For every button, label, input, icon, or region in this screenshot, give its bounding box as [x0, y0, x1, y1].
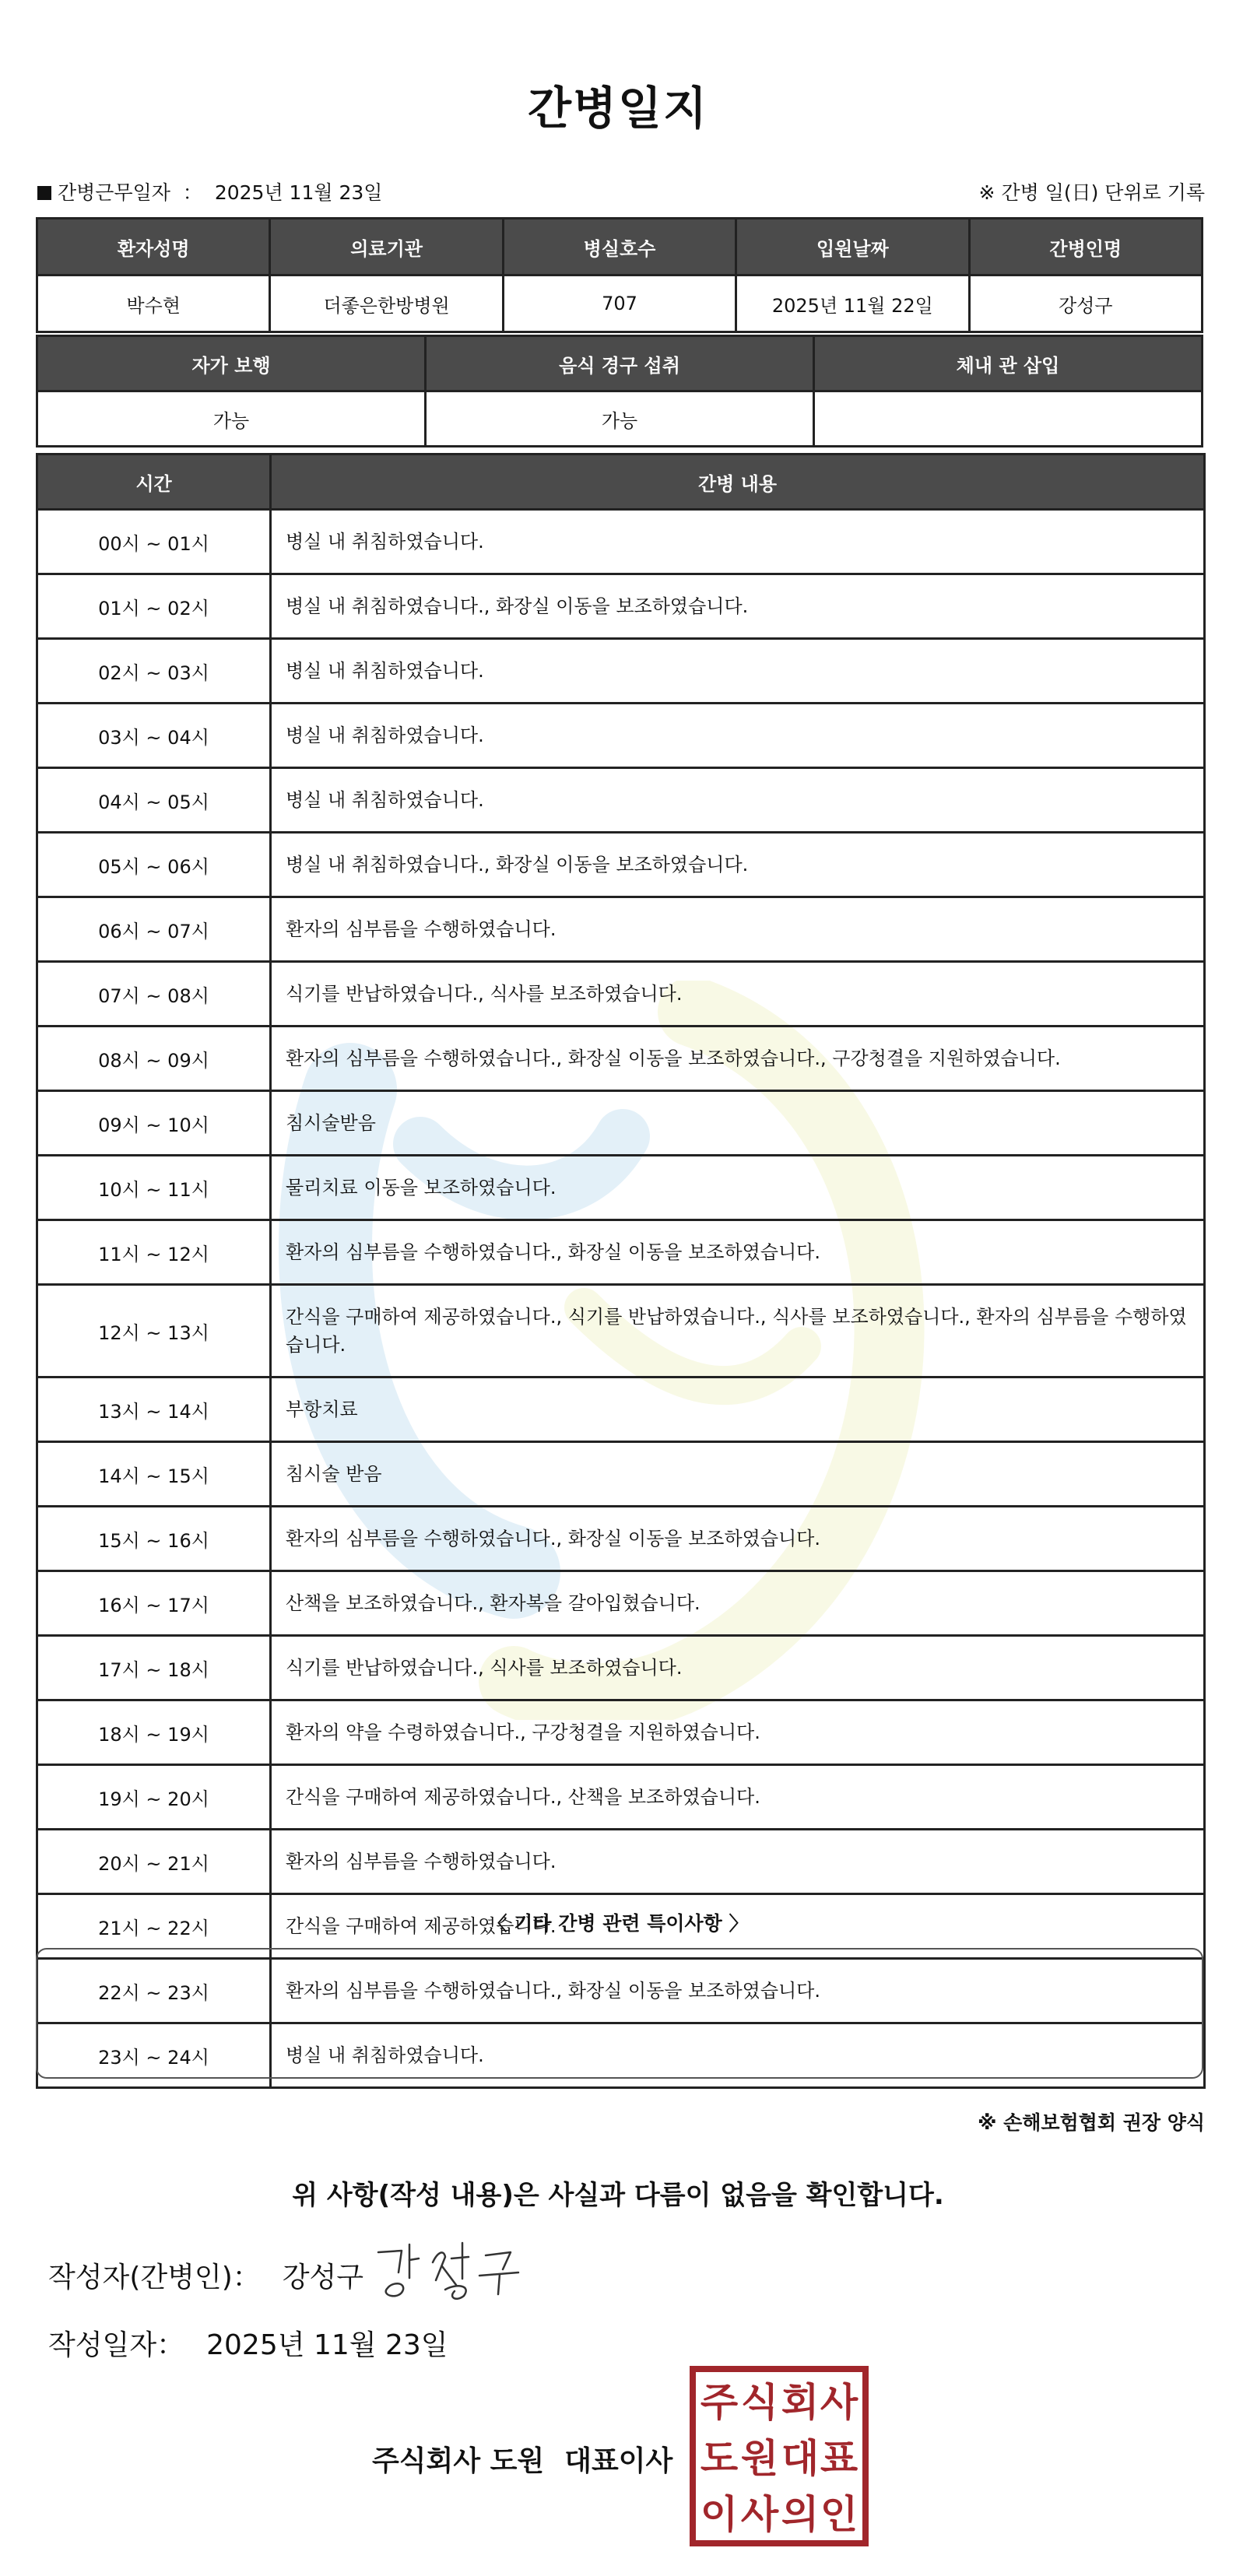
- writer-name: 강성구: [282, 2262, 364, 2293]
- table-row: [37, 1027, 1205, 1091]
- time-cell: 19시 ~ 20시: [37, 1765, 271, 1830]
- content-cell: 병실 내 취침하였습니다.: [271, 768, 1205, 833]
- table-row: [37, 1765, 1205, 1830]
- header-time: 시간: [37, 454, 271, 510]
- time-cell: 07시 ~ 08시: [37, 962, 271, 1027]
- content-cell: 환자의 심부름을 수행하였습니다.: [271, 1830, 1205, 1894]
- document-title: 간병일지: [527, 82, 709, 135]
- time-cell: 21시 ~ 22시: [37, 1894, 271, 1959]
- date-label: 작성일자：: [48, 2329, 185, 2361]
- work-date-value: 2025년 11월 23일: [214, 181, 383, 204]
- svg-text:의: 의: [781, 2492, 820, 2537]
- time-cell: 08시 ~ 09시: [37, 1027, 271, 1091]
- svg-text:이: 이: [700, 2492, 739, 2537]
- content-cell: 간식을 구매하여 제공하였습니다.: [271, 1894, 1205, 1959]
- time-cell: 10시 ~ 11시: [37, 1156, 271, 1220]
- admission-date: 2025년 11월 22일: [736, 275, 969, 332]
- content-cell: 환자의 심부름을 수행하였습니다., 화장실 이동을 보조하였습니다., 구강청결을 지원하였습니다.: [271, 1027, 1205, 1091]
- notes-box: [36, 1948, 1203, 2079]
- content-cell: 부항치료: [271, 1377, 1205, 1442]
- svg-text:회: 회: [781, 2380, 820, 2425]
- room-number: 707: [503, 275, 736, 332]
- table-row: [37, 1442, 1205, 1507]
- time-cell: 04시 ~ 05시: [37, 768, 271, 833]
- svg-text:대: 대: [781, 2436, 820, 2481]
- header-self-walking: 자가 보행: [37, 336, 426, 391]
- care-log-table: [36, 453, 1206, 2089]
- work-date-separator: ：: [182, 181, 202, 204]
- time-cell: 00시 ~ 01시: [37, 510, 271, 574]
- time-cell: 12시 ~ 13시: [37, 1285, 271, 1377]
- table-row: [37, 1377, 1205, 1442]
- content-cell: 환자의 약을 수령하였습니다., 구강청결을 지원하였습니다.: [271, 1700, 1205, 1765]
- table-row: [37, 1507, 1205, 1571]
- time-cell: 16시 ~ 17시: [37, 1571, 271, 1636]
- table-row: [37, 1220, 1205, 1285]
- svg-text:사: 사: [820, 2380, 859, 2425]
- handwritten-signature: [370, 2235, 526, 2305]
- time-cell: 02시 ~ 03시: [37, 639, 271, 704]
- time-cell: 09시 ~ 10시: [37, 1091, 271, 1156]
- table-row: [37, 704, 1205, 768]
- time-cell: 14시 ~ 15시: [37, 1442, 271, 1507]
- square-bullet-icon: [37, 186, 51, 200]
- header-tube-insertion: 체내 관 삽입: [814, 336, 1203, 391]
- table-row: [37, 1156, 1205, 1220]
- content-cell: 식기를 반납하였습니다., 식사를 보조하였습니다.: [271, 962, 1205, 1027]
- company-line: [372, 2439, 672, 2479]
- svg-text:도: 도: [700, 2436, 739, 2481]
- company-seal-stamp: [690, 2366, 869, 2546]
- notes-title: 〈 기타 간병 관련 특이사항 〉: [487, 1912, 749, 1935]
- svg-text:표: 표: [820, 2436, 859, 2481]
- self-walking-value: 가능: [37, 391, 426, 447]
- content-cell: 물리치료 이동을 보조하였습니다.: [271, 1156, 1205, 1220]
- patient-status-table: [36, 335, 1203, 447]
- work-date-line: [37, 177, 382, 205]
- time-cell: 22시 ~ 23시: [37, 1959, 271, 2023]
- svg-text:원: 원: [740, 2436, 779, 2481]
- time-cell: 01시 ~ 02시: [37, 574, 271, 639]
- svg-text:사: 사: [740, 2492, 779, 2537]
- content-cell: 병실 내 취침하였습니다.: [271, 639, 1205, 704]
- representative-title: 대표이사: [564, 2445, 673, 2477]
- table-row: [37, 574, 1205, 639]
- content-cell: 환자의 심부름을 수행하였습니다., 화장실 이동을 보조하였습니다.: [271, 1507, 1205, 1571]
- association-note: ※ 손해보험협회 권장 양식: [978, 2111, 1205, 2134]
- content-cell: 산책을 보조하였습니다., 환자복을 갈아입혔습니다.: [271, 1571, 1205, 1636]
- content-cell: 환자의 심부름을 수행하였습니다., 화장실 이동을 보조하였습니다.: [271, 1959, 1205, 2023]
- content-cell: 간식을 구매하여 제공하였습니다., 식기를 반납하였습니다., 식사를 보조하였습니다., 환자의 심부름을 수행하였습니다.: [271, 1285, 1205, 1377]
- table-row: [37, 1700, 1205, 1765]
- content-cell: 식기를 반납하였습니다., 식사를 보조하였습니다.: [271, 1636, 1205, 1700]
- time-cell: 11시 ~ 12시: [37, 1220, 271, 1285]
- content-cell: 병실 내 취침하였습니다., 화장실 이동을 보조하였습니다.: [271, 574, 1205, 639]
- header-room-number: 병실호수: [503, 219, 736, 275]
- header-hospital: 의료기관: [270, 219, 503, 275]
- table-row: [37, 1091, 1205, 1156]
- content-cell: 환자의 심부름을 수행하였습니다., 화장실 이동을 보조하였습니다.: [271, 1220, 1205, 1285]
- patient-info-table: [36, 217, 1203, 333]
- table-row: [37, 1571, 1205, 1636]
- hospital-name: 더좋은한방병원: [270, 275, 503, 332]
- time-cell: 15시 ~ 16시: [37, 1507, 271, 1571]
- content-cell: 병실 내 취침하였습니다.: [271, 2023, 1205, 2088]
- time-cell: 18시 ~ 19시: [37, 1700, 271, 1765]
- header-care-content: 간병 내용: [271, 454, 1205, 510]
- table-row: [37, 768, 1205, 833]
- content-cell: 병실 내 취침하였습니다., 화장실 이동을 보조하였습니다.: [271, 833, 1205, 897]
- time-cell: 17시 ~ 18시: [37, 1636, 271, 1700]
- tube-insertion-value: [814, 391, 1203, 447]
- svg-text:인: 인: [820, 2492, 859, 2537]
- table-row: [37, 962, 1205, 1027]
- table-row: [37, 1636, 1205, 1700]
- content-cell: 침시술받음: [271, 1091, 1205, 1156]
- content-cell: 환자의 심부름을 수행하였습니다.: [271, 897, 1205, 962]
- writer-label: 작성자(간병인)：: [48, 2262, 261, 2293]
- content-cell: 병실 내 취침하였습니다.: [271, 510, 1205, 574]
- content-cell: 침시술 받음: [271, 1442, 1205, 1507]
- patient-name: 박수현: [37, 275, 270, 332]
- svg-text:주: 주: [700, 2380, 739, 2425]
- table-row: [37, 639, 1205, 704]
- header-admission-date: 입원날짜: [736, 219, 969, 275]
- content-cell: 간식을 구매하여 제공하였습니다., 산책을 보조하였습니다.: [271, 1765, 1205, 1830]
- table-row: [37, 897, 1205, 962]
- table-row: [37, 1830, 1205, 1894]
- work-date-label: 간병근무일자: [58, 181, 170, 204]
- time-cell: 20시 ~ 21시: [37, 1830, 271, 1894]
- time-cell: 03시 ~ 04시: [37, 704, 271, 768]
- header-caregiver-name: 간병인명: [969, 219, 1202, 275]
- time-cell: 23시 ~ 24시: [37, 2023, 271, 2088]
- table-row: [37, 833, 1205, 897]
- time-cell: 13시 ~ 14시: [37, 1377, 271, 1442]
- confirmation-statement: 위 사항(작성 내용)은 사실과 다름이 없음을 확인합니다.: [292, 2180, 944, 2211]
- header-patient-name: 환자성명: [37, 219, 270, 275]
- time-cell: 05시 ~ 06시: [37, 833, 271, 897]
- time-cell: 06시 ~ 07시: [37, 897, 271, 962]
- company-name: 주식회사 도원: [372, 2445, 545, 2477]
- writer-line: [48, 2255, 363, 2295]
- table-row: [37, 510, 1205, 574]
- header-oral-intake: 음식 경구 섭취: [426, 336, 814, 391]
- table-row: [37, 1285, 1205, 1377]
- written-date-line: [48, 2323, 448, 2363]
- caregiver-name: 강성구: [969, 275, 1202, 332]
- date-value: 2025년 11월 23일: [206, 2329, 448, 2361]
- oral-intake-value: 가능: [426, 391, 814, 447]
- svg-text:식: 식: [740, 2380, 779, 2425]
- unit-note: ※ 간병 일(日) 단위로 기록: [978, 181, 1205, 204]
- content-cell: 병실 내 취침하였습니다.: [271, 704, 1205, 768]
